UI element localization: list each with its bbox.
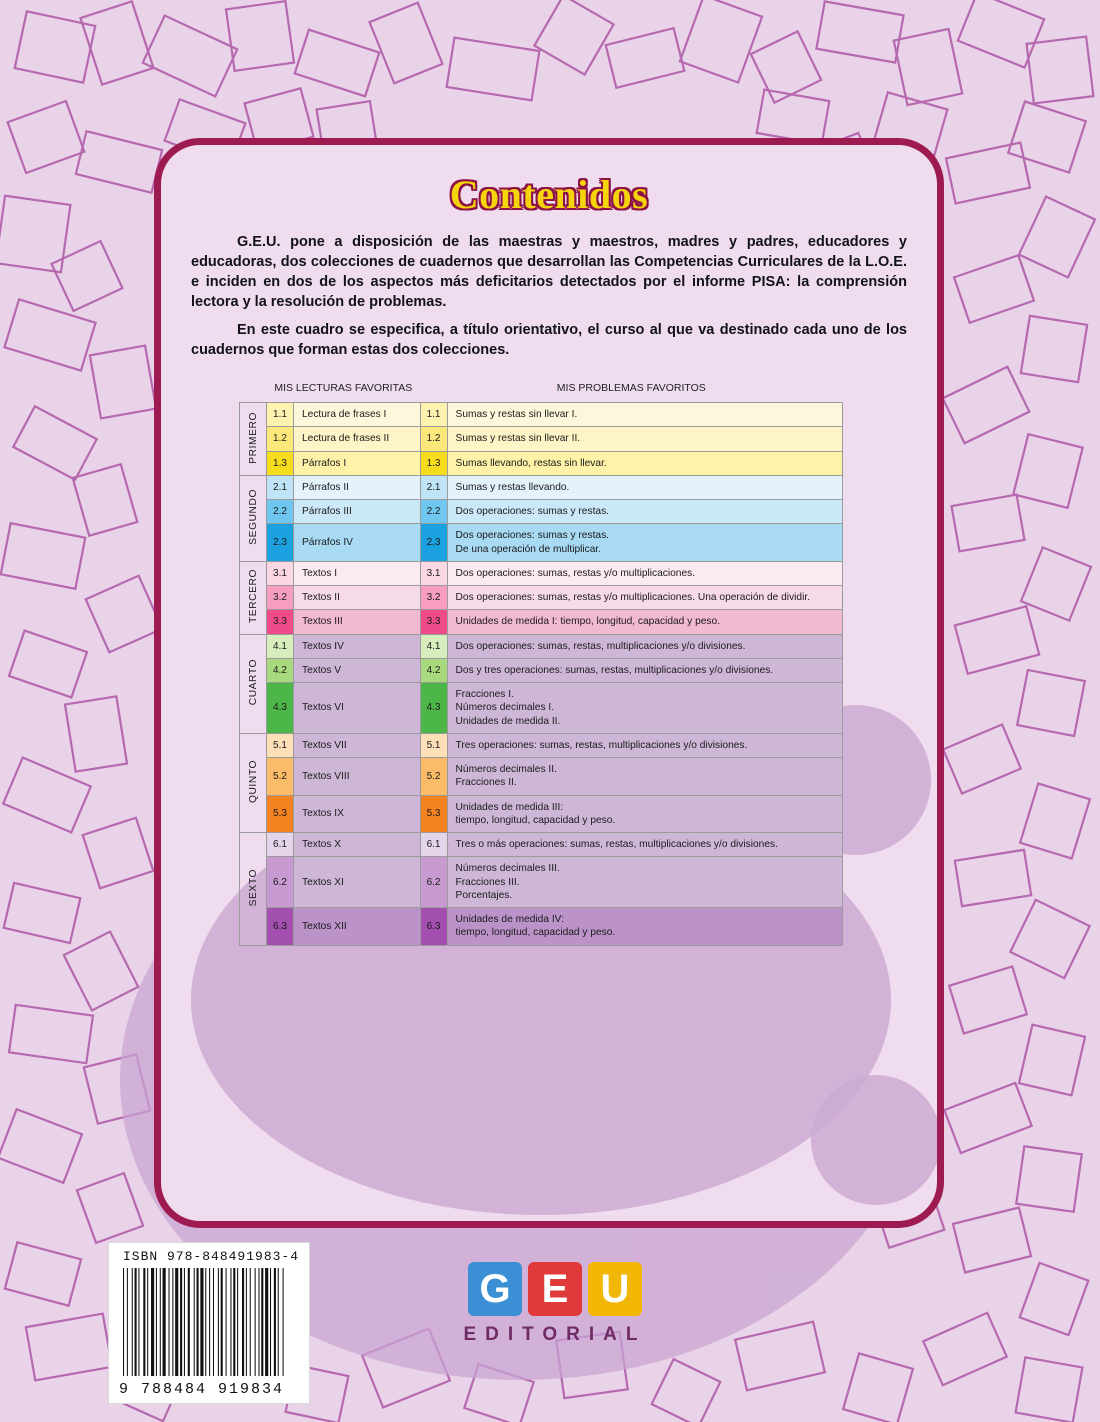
row-desc-right: Dos operaciones: sumas y restas.	[447, 500, 842, 524]
table-row	[240, 524, 843, 562]
row-code-right: 1.2	[420, 427, 447, 451]
row-label-left: Párrafos IV	[294, 524, 421, 562]
intro-paragraph-1	[191, 232, 907, 312]
row-label-left: Textos XI	[294, 857, 421, 908]
row-code-left: 4.2	[267, 658, 294, 682]
row-label-left: Textos IX	[294, 795, 421, 833]
card-blob	[811, 1075, 937, 1205]
row-code-left: 2.3	[267, 524, 294, 562]
row-desc-right: Unidades de medida III: tiempo, longitud, capacidad y peso.	[447, 795, 842, 833]
row-code-right: 6.1	[420, 833, 447, 857]
row-code-left: 1.2	[267, 427, 294, 451]
contents-card	[154, 138, 944, 1228]
row-code-right: 6.2	[420, 857, 447, 908]
row-desc-right: Fracciones I. Números decimales I. Unidades de medida II.	[447, 683, 842, 734]
table-row	[240, 857, 843, 908]
isbn-barcode-box	[108, 1242, 310, 1404]
row-desc-right: Sumas y restas sin llevar I.	[447, 403, 842, 427]
row-label-left: Textos VII	[294, 733, 421, 757]
row-desc-right: Unidades de medida IV: tiempo, longitud, capacidad y peso.	[447, 908, 842, 946]
row-code-left: 4.1	[267, 634, 294, 658]
row-code-right: 4.2	[420, 658, 447, 682]
row-code-left: 6.1	[267, 833, 294, 857]
row-code-right: 3.3	[420, 610, 447, 634]
intro-text-1: G.E.U. pone a disposición de las maestras y maestros, madres y padres, educadores y educadoras, dos colecciones de cuadernos que desarrollan las Competencias Curriculares de la L.O.E. e inciden en dos de los aspectos más deficitarios detectados por el informe PISA: la comprensión lectora y la resolución de problemas.	[191, 234, 907, 310]
row-label-left: Párrafos I	[294, 451, 421, 475]
editorial-label: EDITORIAL	[463, 1324, 647, 1345]
row-code-right: 2.1	[420, 475, 447, 499]
level-label-primero: PRIMERO	[240, 403, 267, 476]
header-lecturas: MIS LECTURAS FAVORITAS	[274, 382, 413, 394]
row-label-left: Textos II	[294, 586, 421, 610]
row-code-right: 1.1	[420, 403, 447, 427]
table-row	[240, 475, 843, 499]
row-code-right: 2.2	[420, 500, 447, 524]
row-desc-right: Dos operaciones: sumas, restas y/o multiplicaciones. Una operación de dividir.	[447, 586, 842, 610]
row-desc-right: Tres operaciones: sumas, restas, multiplicaciones y/o divisiones.	[447, 733, 842, 757]
row-label-left: Textos V	[294, 658, 421, 682]
row-code-left: 1.1	[267, 403, 294, 427]
row-code-left: 4.3	[267, 683, 294, 734]
row-code-right: 5.2	[420, 758, 447, 796]
level-label-sexto: SEXTO	[240, 833, 267, 946]
row-desc-right: Dos operaciones: sumas, restas, multiplicaciones y/o divisiones.	[447, 634, 842, 658]
row-label-left: Párrafos II	[294, 475, 421, 499]
row-code-left: 5.3	[267, 795, 294, 833]
row-desc-right: Sumas y restas llevando.	[447, 475, 842, 499]
header-spacer	[240, 374, 267, 403]
table-row	[240, 733, 843, 757]
table-row	[240, 758, 843, 796]
geu-letters	[430, 1262, 680, 1316]
level-label-tercero: TERCERO	[240, 561, 267, 634]
row-label-left: Textos III	[294, 610, 421, 634]
row-code-right: 2.3	[420, 524, 447, 562]
row-code-left: 6.2	[267, 857, 294, 908]
page-title: Contenidos	[449, 172, 649, 217]
row-label-left: Lectura de frases II	[294, 427, 421, 451]
logo-letter-g: G	[468, 1262, 522, 1316]
table-row	[240, 795, 843, 833]
row-label-left: Lectura de frases I	[294, 403, 421, 427]
header-problemas: MIS PROBLEMAS FAVORITOS	[556, 382, 706, 394]
row-code-right: 3.1	[420, 561, 447, 585]
table-row	[240, 403, 843, 427]
row-label-left: Textos VIII	[294, 758, 421, 796]
row-desc-right: Números decimales III. Fracciones III. Porcentajes.	[447, 857, 842, 908]
row-desc-right: Dos operaciones: sumas y restas. De una operación de multiplicar.	[447, 524, 842, 562]
table-row	[240, 586, 843, 610]
publisher-logo	[430, 1262, 680, 1346]
logo-letter-e: E	[528, 1262, 582, 1316]
row-code-right: 4.3	[420, 683, 447, 734]
table-row	[240, 833, 843, 857]
table-header-row	[240, 374, 843, 403]
row-desc-right: Dos operaciones: sumas, restas y/o multiplicaciones.	[447, 561, 842, 585]
intro-paragraph-2	[191, 320, 907, 360]
row-code-left: 2.1	[267, 475, 294, 499]
row-label-left: Textos IV	[294, 634, 421, 658]
row-code-left: 3.1	[267, 561, 294, 585]
row-code-left: 2.2	[267, 500, 294, 524]
row-code-right: 6.3	[420, 908, 447, 946]
row-code-right: 1.3	[420, 451, 447, 475]
table-row	[240, 427, 843, 451]
contents-table	[239, 374, 843, 946]
row-label-left: Textos VI	[294, 683, 421, 734]
row-desc-right: Tres o más operaciones: sumas, restas, multiplicaciones y/o divisiones.	[447, 833, 842, 857]
table-row	[240, 634, 843, 658]
card-content	[161, 145, 937, 946]
row-code-left: 3.3	[267, 610, 294, 634]
row-desc-right: Sumas y restas sin llevar II.	[447, 427, 842, 451]
row-code-right: 4.1	[420, 634, 447, 658]
table-row	[240, 610, 843, 634]
row-code-right: 5.1	[420, 733, 447, 757]
row-label-left: Textos I	[294, 561, 421, 585]
row-code-left: 1.3	[267, 451, 294, 475]
table-row	[240, 658, 843, 682]
level-label-cuarto: CUARTO	[240, 634, 267, 733]
level-label-segundo: SEGUNDO	[240, 475, 267, 561]
row-code-right: 5.3	[420, 795, 447, 833]
table-row	[240, 451, 843, 475]
row-label-left: Textos X	[294, 833, 421, 857]
intro-text-2: En este cuadro se especifica, a título orientativo, el curso al que va destinado cada uno de los cuadernos que forman estas dos colecciones.	[191, 322, 907, 358]
level-label-quinto: QUINTO	[240, 733, 267, 832]
row-code-left: 5.2	[267, 758, 294, 796]
row-desc-right: Unidades de medida I: tiempo, longitud, capacidad y peso.	[447, 610, 842, 634]
row-desc-right: Sumas llevando, restas sin llevar.	[447, 451, 842, 475]
table-row	[240, 561, 843, 585]
row-code-left: 5.1	[267, 733, 294, 757]
row-code-left: 6.3	[267, 908, 294, 946]
table-row	[240, 500, 843, 524]
row-label-left: Textos XII	[294, 908, 421, 946]
barcode-number: 9 788484 919834	[119, 1381, 285, 1398]
row-label-left: Párrafos III	[294, 500, 421, 524]
row-desc-right: Dos y tres operaciones: sumas, restas, multiplicaciones y/o divisiones.	[447, 658, 842, 682]
table-row	[240, 908, 843, 946]
contents-table-wrap	[191, 374, 907, 946]
isbn-label: ISBN 978-848491983-4	[123, 1249, 300, 1264]
row-code-left: 3.2	[267, 586, 294, 610]
barcode-image	[121, 1268, 297, 1376]
row-desc-right: Números decimales II. Fracciones II.	[447, 758, 842, 796]
row-code-right: 3.2	[420, 586, 447, 610]
logo-letter-u: U	[588, 1262, 642, 1316]
table-row	[240, 683, 843, 734]
